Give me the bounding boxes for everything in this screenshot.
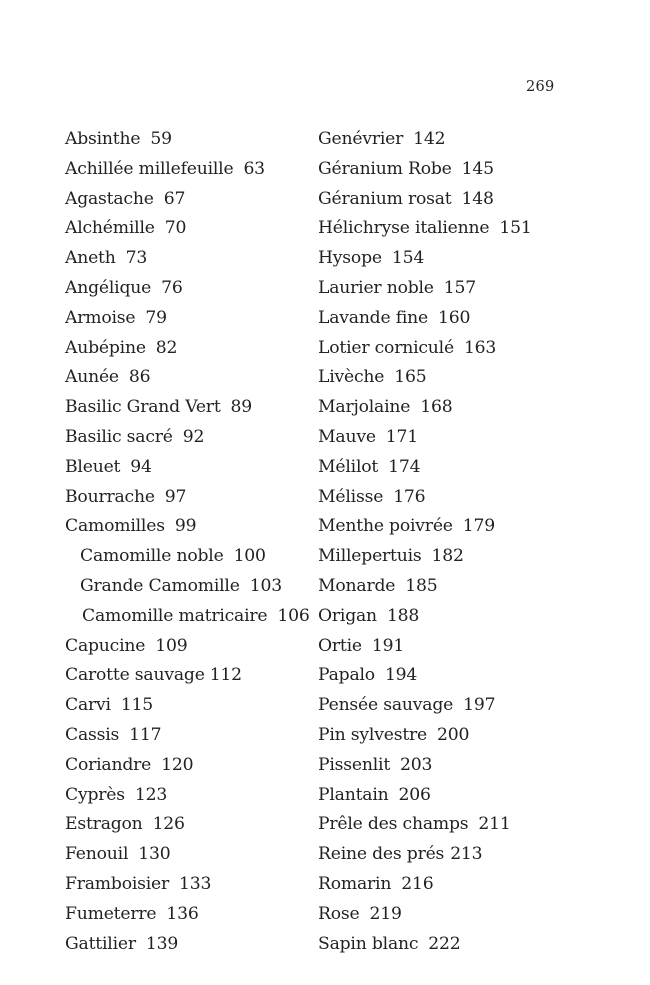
index-entry — [318, 483, 618, 513]
entry-name: Capucine — [65, 635, 146, 656]
entry-name: Framboisier — [65, 873, 170, 894]
entry-page: 216 — [401, 873, 434, 894]
index-entry — [318, 363, 618, 393]
index-entry — [65, 930, 310, 960]
entry-name: Armoise — [65, 307, 136, 328]
entry-page: 92 — [182, 426, 205, 447]
entry-page: 160 — [438, 307, 471, 328]
entry-name: Laurier noble — [318, 277, 434, 298]
entry-name: Rose — [318, 903, 360, 924]
index-entry — [65, 751, 310, 781]
entry-page: 194 — [384, 665, 418, 686]
entry-page: 185 — [405, 575, 438, 596]
entry-page: 109 — [155, 635, 188, 656]
entry-name: Camomille noble — [80, 546, 224, 567]
entry-page: 165 — [394, 367, 427, 388]
index-entry — [65, 304, 310, 334]
entry-page: 112 — [209, 665, 242, 686]
index-entry — [318, 274, 618, 304]
entry-name: Mauve — [318, 426, 376, 447]
entry-page: 133 — [179, 873, 212, 894]
entry-name: Ortie — [318, 635, 362, 656]
entry-name: Basilic sacré — [65, 426, 173, 447]
index-entry — [318, 721, 618, 751]
entry-page: 182 — [431, 546, 464, 567]
entry-page: 163 — [463, 337, 497, 358]
entry-page: 203 — [400, 754, 433, 775]
index-entry — [65, 453, 310, 483]
index-entry — [65, 274, 310, 304]
entry-page: 123 — [134, 784, 168, 805]
entry-name: Marjolaine — [318, 397, 411, 418]
entry-page: 211 — [478, 814, 511, 835]
entry-page: 59 — [150, 129, 172, 149]
index-entry — [65, 781, 310, 811]
entry-name: Camomilles — [65, 516, 165, 537]
entry-name: Géranium rosat — [318, 188, 452, 209]
entry-name: Livèche — [318, 367, 385, 388]
entry-page: 115 — [120, 695, 154, 716]
index-entry — [65, 125, 310, 155]
entry-name: Pensée sauvage — [318, 695, 454, 716]
entry-name: Cassis — [65, 724, 120, 745]
entry-name: Papalo — [318, 665, 375, 686]
entry-page: 171 — [385, 426, 419, 447]
index-entry — [65, 840, 310, 870]
entry-name: Aunée — [65, 367, 119, 388]
entry-name: Coriandre — [65, 754, 152, 775]
entry-name: Carvi — [65, 695, 111, 716]
index-entry — [65, 661, 310, 691]
index-entry — [65, 185, 310, 215]
index-column-left — [65, 125, 310, 959]
entry-page: 63 — [243, 158, 265, 179]
index-entry — [65, 632, 310, 662]
index-entry — [318, 691, 618, 721]
index-entry — [318, 602, 618, 632]
entry-name: Cyprès — [65, 784, 125, 805]
entry-page: 126 — [152, 814, 185, 835]
index-entry — [318, 751, 618, 781]
index-entry — [318, 810, 618, 840]
entry-page: 219 — [369, 903, 402, 924]
entry-page: 222 — [428, 933, 461, 954]
entry-name: Aubépine — [65, 337, 146, 358]
entry-name: Fenouil — [65, 844, 129, 865]
entry-page: 154 — [391, 248, 425, 269]
index-entry — [318, 840, 618, 870]
entry-page: 79 — [145, 307, 167, 328]
entry-name: Hélichryse italienne — [318, 218, 490, 239]
entry-name: Géranium Robe — [318, 158, 452, 179]
entry-page: 103 — [249, 575, 282, 596]
entry-name: Estragon — [65, 814, 143, 835]
index-subentry — [65, 572, 310, 602]
entry-name: Reine des prés — [318, 844, 445, 865]
entry-page: 179 — [462, 516, 495, 537]
entry-page: 99 — [174, 516, 197, 537]
index-entry — [65, 512, 310, 542]
entry-name: Bourrache — [65, 486, 155, 507]
entry-page: 100 — [233, 546, 266, 567]
index-entry — [318, 781, 618, 811]
index-entry — [65, 244, 310, 274]
entry-name: Angélique — [65, 277, 152, 298]
entry-page: 89 — [230, 397, 253, 418]
page-number: 269 — [526, 79, 555, 95]
entry-page: 136 — [166, 903, 199, 924]
entry-page: 97 — [164, 486, 187, 507]
entry-name: Lavande fine — [318, 307, 429, 328]
index-entry — [65, 393, 310, 423]
index-subentry — [65, 542, 310, 572]
entry-name: Camomille matricaire — [82, 605, 268, 626]
index-entry — [65, 483, 310, 513]
entry-page: 188 — [386, 605, 420, 626]
index-entry — [65, 214, 310, 244]
index-entry — [318, 214, 618, 244]
entry-page: 145 — [461, 158, 494, 179]
entry-name: Aneth — [65, 248, 116, 269]
index-entry — [65, 721, 310, 751]
entry-name: Bleuet — [65, 456, 121, 477]
entry-page: 117 — [129, 724, 162, 745]
entry-page: 130 — [138, 844, 171, 865]
entry-page: 120 — [161, 754, 194, 775]
index-entry — [318, 185, 618, 215]
entry-name: Plantain — [318, 784, 389, 805]
index-entry — [65, 870, 310, 900]
index-entry — [318, 304, 618, 334]
entry-name: Sapin blanc — [318, 933, 419, 954]
entry-page: 82 — [155, 337, 178, 358]
entry-page: 206 — [398, 784, 431, 805]
entry-name: Alchémille — [65, 218, 155, 239]
entry-name: Hysope — [318, 248, 382, 269]
index-entry — [65, 423, 310, 453]
entry-name: Agastache — [65, 188, 154, 209]
index-entry — [318, 334, 618, 364]
entry-name: Millepertuis — [318, 546, 422, 567]
index-entry — [65, 363, 310, 393]
index-entry — [65, 334, 310, 364]
index-subentry — [65, 602, 310, 632]
entry-page: 174 — [388, 456, 421, 477]
entry-name: Prêle des champs — [318, 814, 469, 835]
entry-page: 76 — [161, 277, 183, 298]
index-entry — [318, 632, 618, 662]
entry-name: Mélilot — [318, 456, 379, 477]
entry-name: Genévrier — [318, 129, 404, 149]
entry-name: Achillée millefeuille — [65, 158, 234, 179]
entry-page: 197 — [463, 695, 496, 716]
entry-name: Gattilier — [65, 933, 136, 954]
entry-page: 70 — [164, 218, 187, 239]
entry-name: Absinthe — [65, 129, 141, 149]
entry-page: 142 — [413, 129, 446, 149]
index-entry — [318, 453, 618, 483]
index-entry — [318, 542, 618, 572]
index-entry — [318, 512, 618, 542]
entry-page: 191 — [371, 635, 405, 656]
entry-name: Fumeterre — [65, 903, 157, 924]
index-entry — [65, 691, 310, 721]
entry-name: Pissenlit — [318, 754, 391, 775]
entry-page: 73 — [125, 248, 148, 269]
entry-page: 94 — [130, 456, 152, 477]
index-entry — [65, 900, 310, 930]
entry-name: Mélisse — [318, 486, 384, 507]
index-entry — [318, 900, 618, 930]
entry-name: Grande Camomille — [80, 575, 240, 596]
entry-page: 139 — [145, 933, 179, 954]
index-entry — [65, 155, 310, 185]
entry-page: 168 — [420, 397, 453, 418]
index-entry — [318, 393, 618, 423]
index-entry — [318, 155, 618, 185]
entry-page: 67 — [163, 188, 186, 209]
entry-page: 148 — [461, 188, 494, 209]
entry-page: 157 — [443, 277, 477, 298]
entry-name: Origan — [318, 605, 377, 626]
index-entry — [318, 125, 618, 155]
entry-name: Pin sylvestre — [318, 724, 428, 745]
index-entry — [65, 810, 310, 840]
entry-name: Carotte sauvage — [65, 665, 205, 686]
entry-page: 200 — [437, 724, 470, 745]
entry-name: Romarin — [318, 873, 392, 894]
index-entry — [318, 572, 618, 602]
entry-page: 213 — [450, 844, 483, 865]
entry-name: Monarde — [318, 575, 396, 596]
entry-name: Basilic Grand Vert — [65, 397, 221, 418]
entry-page: 176 — [393, 486, 426, 507]
index-entry — [318, 870, 618, 900]
index-entry — [318, 661, 618, 691]
entry-page: 106 — [277, 605, 310, 626]
index-column-right — [318, 125, 618, 959]
entry-page: 86 — [128, 367, 151, 388]
entry-name: Lotier corniculé — [318, 337, 454, 358]
index-entry — [318, 930, 618, 960]
index-entry — [318, 244, 618, 274]
entry-page: 151 — [499, 218, 532, 239]
entry-name: Menthe poivrée — [318, 516, 453, 537]
index-entry — [318, 423, 618, 453]
